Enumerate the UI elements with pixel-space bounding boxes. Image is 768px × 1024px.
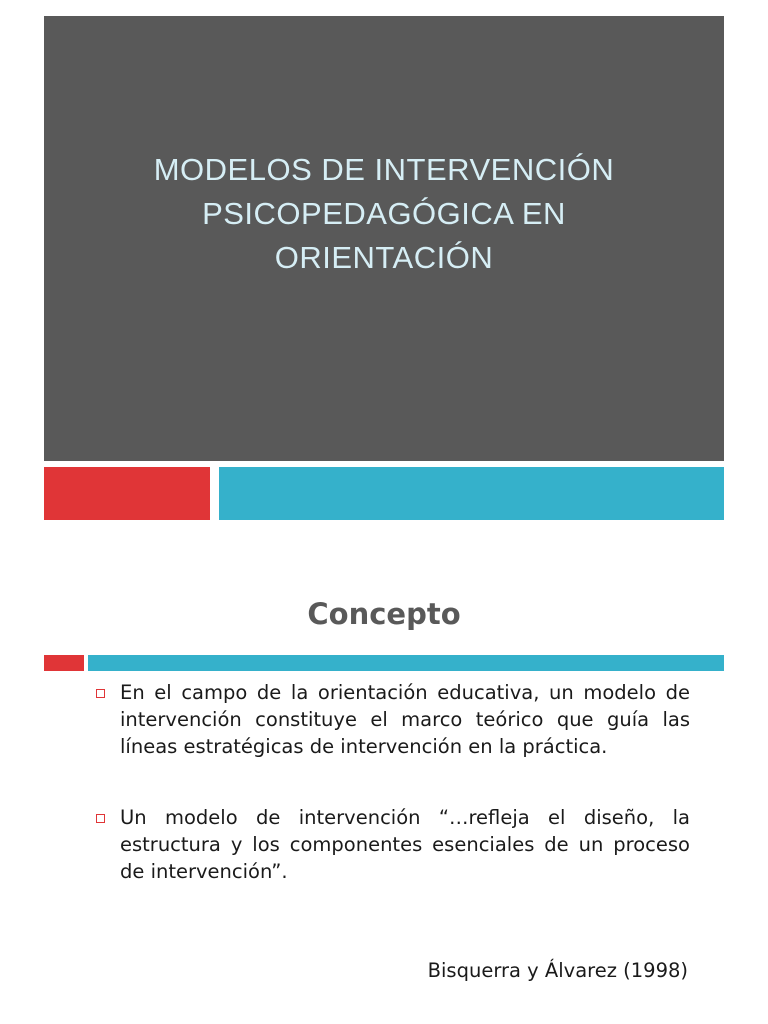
bullet-text: Un modelo de intervención “…refleja el diseño, la estructura y los componentes esenciales de un proceso de intervención”. [120, 806, 690, 883]
citation: Bisquerra y Álvarez (1998) [427, 959, 688, 982]
title-slide-panel [44, 16, 724, 461]
title-accent-red-bar [44, 467, 210, 520]
list-item [94, 679, 690, 760]
heading-accent-blue-bar [88, 655, 724, 671]
bullet-list [94, 679, 690, 885]
bullet-text: En el campo de la orientación educativa, un modelo de intervención constituye el marco teórico que guía las líneas estratégicas de intervención en la práctica. [120, 681, 690, 758]
slide-title [44, 148, 724, 280]
slide-title-line-3: ORIENTACIÓN [274, 240, 494, 275]
slide-title-line-1: MODELOS DE INTERVENCIÓN [153, 152, 615, 187]
slide-title-line-2: PSICOPEDAGÓGICA EN [202, 196, 566, 231]
title-accent-blue-bar [219, 467, 724, 520]
hollow-square-bullet-icon [96, 814, 105, 823]
heading-accent-red-bar [44, 655, 84, 671]
section-heading: Concepto [307, 597, 461, 631]
hollow-square-bullet-icon [96, 689, 105, 698]
list-item [94, 804, 690, 885]
